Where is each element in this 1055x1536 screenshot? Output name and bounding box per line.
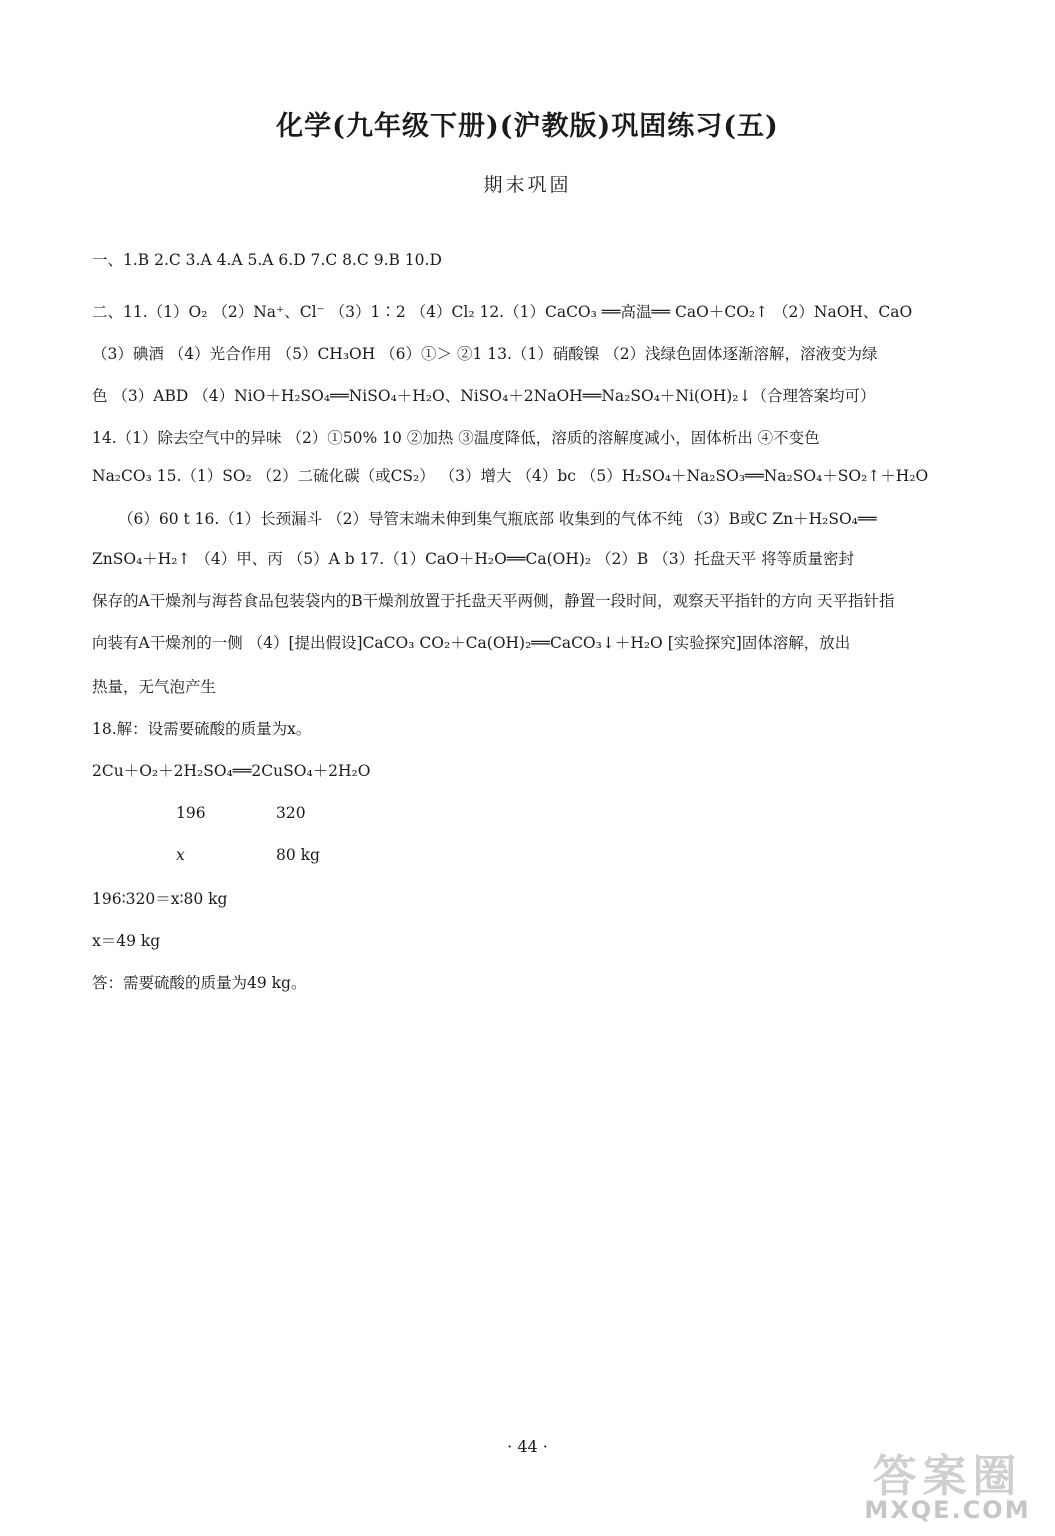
answer-line: （6）60 t 16.（1）长颈漏斗 （2）导管末端未伸到集气瓶底部 收集到的气体不纯 （3）B或C Zn＋H₂SO₄══ (118, 510, 877, 528)
answer-line: ZnSO₄＋H₂↑ （4）甲、丙 （5）A b 17.（1）CaO＋H₂O══Ca(OH)₂ （2）B （3）托盘天平 将等质量密封 (92, 550, 855, 568)
solution-line: x＝49 kg (92, 932, 161, 950)
answer-line: 二、11.（1）O₂ （2）Na⁺、Cl⁻ （3）1∶2 （4）Cl₂ 12.（1）CaCO₃ ══高温══ CaO＋CO₂↑ （2）NaOH、CaO (92, 303, 913, 321)
answer-line: 热量，无气泡产生 (92, 678, 217, 696)
answer-line: 向装有A干燥剂的一侧 （4）[提出假设]CaCO₃ CO₂＋Ca(OH)₂══CaCO₃↓＋H₂O [实验探究]固体溶解，放出 (92, 634, 851, 652)
watermark-url: MXQE.COM (864, 1496, 1031, 1524)
equation-line: 2Cu＋O₂＋2H₂SO₄══2CuSO₄＋2H₂O (92, 762, 371, 780)
watermark-logo (855, 1440, 1040, 1530)
page-title: 化学(九年级下册)(沪教版)巩固练习(五) (276, 111, 779, 142)
watermark-brand: 答案圈 (872, 1451, 1023, 1502)
page-subtitle: 期末巩固 (483, 174, 572, 196)
page-number: · 44 · (507, 1437, 548, 1456)
calc-value: x (176, 846, 185, 864)
solution-line: 答：需要硫酸的质量为49 kg。 (92, 974, 307, 992)
answer-line: 一、1.B 2.C 3.A 4.A 5.A 6.D 7.C 8.C 9.B 10.D (92, 251, 442, 269)
calc-value: 196 (176, 804, 206, 822)
answer-line: （3）碘酒 （4）光合作用 （5）CH₃OH （6）①＞ ②1 13.（1）硝酸镍 （2）浅绿色固体逐渐溶解，溶液变为绿 (92, 345, 878, 363)
calc-value: 80 kg (276, 846, 320, 864)
answer-line: 18.解：设需要硫酸的质量为x。 (92, 720, 312, 738)
answer-line: 保存的A干燥剂与海苔食品包装袋内的B干燥剂放置于托盘天平两侧，静置一段时间，观察天平指针的方向 天平指针指 (92, 592, 895, 610)
solution-line: 196∶320＝x∶80 kg (92, 890, 228, 908)
answer-line: Na₂CO₃ 15.（1）SO₂ （2）二硫化碳（或CS₂） （3）增大 （4）bc （5）H₂SO₄＋Na₂SO₃══Na₂SO₄＋SO₂↑＋H₂O (92, 467, 929, 485)
answer-line: 14.（1）除去空气中的异味 （2）①50% 10 ②加热 ③温度降低，溶质的溶解度减小，固体析出 ④不变色 (92, 429, 820, 447)
answer-line: 色 （3）ABD （4）NiO＋H₂SO₄══NiSO₄＋H₂O、NiSO₄＋2NaOH══Na₂SO₄＋Ni(OH)₂↓（合理答案均可） (92, 387, 876, 405)
calc-value: 320 (276, 804, 306, 822)
